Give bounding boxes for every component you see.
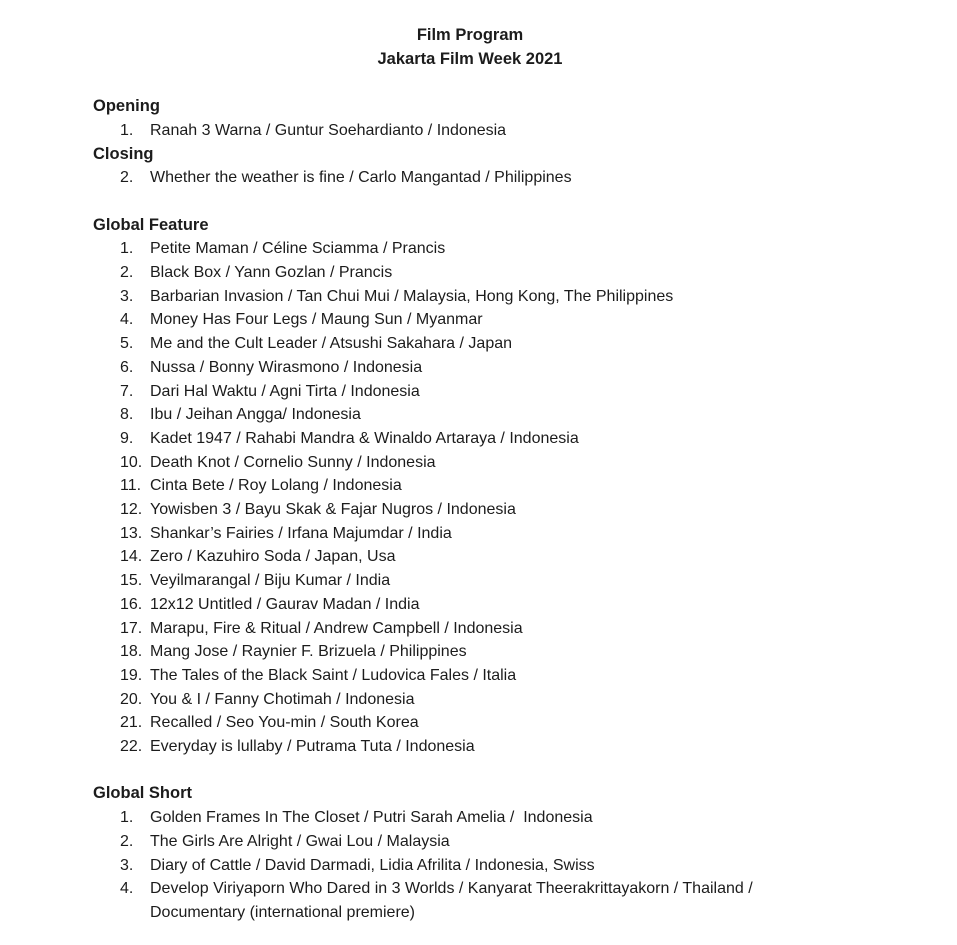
item-text: Me and the Cult Leader / Atsushi Sakahara / Japan [150, 335, 513, 353]
item-text: Veyilmarangal / Biju Kumar / India [150, 572, 391, 590]
film-list-item [93, 640, 917, 664]
film-list-item [93, 332, 917, 356]
item-text: Cinta Bete / Roy Lolang / Indonesia [150, 477, 402, 495]
item-number: 22. [120, 738, 143, 756]
film-list-item [93, 119, 917, 143]
film-list-item [93, 498, 917, 522]
section-global-feature [93, 214, 917, 759]
film-list-item [93, 545, 917, 569]
item-number: 17. [120, 619, 143, 637]
film-list-item [93, 830, 917, 854]
item-number: 9. [120, 429, 134, 447]
film-program-sections [93, 95, 917, 925]
film-list-item [93, 261, 917, 285]
item-text: Everyday is lullaby / Putrama Tuta / Indonesia [150, 738, 475, 756]
section-heading: Closing [93, 144, 154, 163]
film-list-item [93, 688, 917, 712]
item-number: 4. [120, 311, 134, 329]
film-list-item [93, 522, 917, 546]
item-text: Petite Maman / Céline Sciamma / Prancis [150, 240, 446, 258]
film-list-item [93, 474, 917, 498]
item-number: 3. [120, 856, 134, 874]
section-heading: Global Feature [93, 215, 209, 234]
item-text: Dari Hal Waktu / Agni Tirta / Indonesia [150, 382, 420, 400]
item-text: Zero / Kazuhiro Soda / Japan, Usa [150, 548, 396, 566]
item-text: Kadet 1947 / Rahabi Mandra & Winaldo Artaraya / Indonesia [150, 429, 579, 447]
item-number: 4. [120, 880, 134, 898]
film-list-item [93, 806, 917, 830]
section-opening [93, 95, 917, 142]
item-text: Mang Jose / Raynier F. Brizuela / Philippines [150, 643, 467, 661]
document-title-line-2: Jakarta Film Week 2021 [377, 49, 563, 68]
film-list-item [93, 617, 917, 641]
item-text: Black Box / Yann Gozlan / Prancis [150, 264, 393, 281]
item-number: 7. [120, 382, 134, 400]
item-number: 16. [120, 595, 143, 613]
item-number: 11. [120, 477, 142, 495]
section-global-short [93, 782, 917, 924]
item-text: Nussa / Bonny Wirasmono / Indonesia [150, 358, 423, 376]
film-list-item [93, 854, 917, 878]
film-list-item [93, 380, 917, 404]
item-text: Ranah 3 Warna / Guntur Soehardianto / Indonesia [150, 121, 507, 139]
item-number: 14. [120, 548, 143, 566]
item-text: Whether the weather is fine / Carlo Mangantad / Philippines [150, 169, 572, 187]
item-number: 6. [120, 358, 134, 376]
item-number: 2. [120, 832, 134, 850]
section-heading: Global Short [93, 784, 192, 803]
item-text: Shankar’s Fairies / Irfana Majumdar / India [150, 524, 452, 542]
film-list-item [93, 356, 917, 380]
film-list-item [93, 237, 917, 261]
item-text: You & I / Fanny Chotimah / Indonesia [150, 690, 415, 708]
item-number: 10. [120, 453, 143, 471]
film-list-item [93, 593, 917, 617]
item-number: 8. [120, 406, 134, 424]
film-list-item [93, 569, 917, 593]
film-list-item [93, 166, 917, 190]
item-number: 1. [120, 809, 134, 827]
item-text: Money Has Four Legs / Maung Sun / Myanmar [150, 311, 483, 329]
item-number: 20. [120, 690, 143, 708]
item-text: 12x12 Untitled / Gaurav Madan / India [150, 595, 420, 613]
item-number: 21. [120, 714, 143, 732]
section-heading: Opening [93, 97, 160, 116]
item-number: 5. [120, 335, 134, 353]
item-number: 1. [120, 240, 134, 258]
item-text: Golden Frames In The Closet / Putri Sarah Amelia / Indonesia [150, 809, 593, 827]
item-text: Diary of Cattle / David Darmadi, Lidia Afrilita / Indonesia, Swiss [150, 856, 595, 874]
film-list-item [93, 403, 917, 427]
item-number: 2. [120, 264, 134, 281]
section-closing [93, 143, 917, 190]
film-list-item [93, 664, 917, 688]
item-text: Marapu, Fire & Ritual / Andrew Campbell / Indonesia [150, 619, 523, 637]
film-list-item [93, 427, 917, 451]
item-text: The Tales of the Black Saint / Ludovica Fales / Italia [150, 666, 517, 684]
item-number: 1. [120, 121, 134, 139]
item-text: Ibu / Jeihan Angga/ Indonesia [150, 406, 361, 424]
item-number: 2. [120, 169, 134, 187]
document-title-block [0, 0, 940, 71]
film-list-item [93, 877, 917, 924]
item-number: 18. [120, 643, 143, 661]
film-list-item [93, 735, 917, 759]
item-number: 19. [120, 666, 143, 684]
film-list-item [93, 451, 917, 475]
item-number: 15. [120, 572, 143, 590]
film-list-item [93, 285, 917, 309]
item-text: Yowisben 3 / Bayu Skak & Fajar Nugros / Indonesia [150, 501, 516, 519]
item-text: Develop Viriyaporn Who Dared in 3 Worlds / Kanyarat Theerakrittayakorn / Thailand / Documentary (international premiere) [150, 880, 758, 921]
item-number: 3. [120, 287, 134, 305]
item-text: Recalled / Seo You-min / South Korea [150, 714, 419, 732]
film-list-item [93, 308, 917, 332]
item-text: Barbarian Invasion / Tan Chui Mui / Malaysia, Hong Kong, The Philippines [150, 287, 674, 305]
document-title-line-1: Film Program [416, 26, 524, 44]
item-number: 12. [120, 501, 143, 519]
film-list-item [93, 711, 917, 735]
item-text: The Girls Are Alright / Gwai Lou / Malaysia [150, 832, 450, 850]
item-text: Death Knot / Cornelio Sunny / Indonesia [150, 453, 436, 471]
item-number: 13. [120, 524, 143, 542]
